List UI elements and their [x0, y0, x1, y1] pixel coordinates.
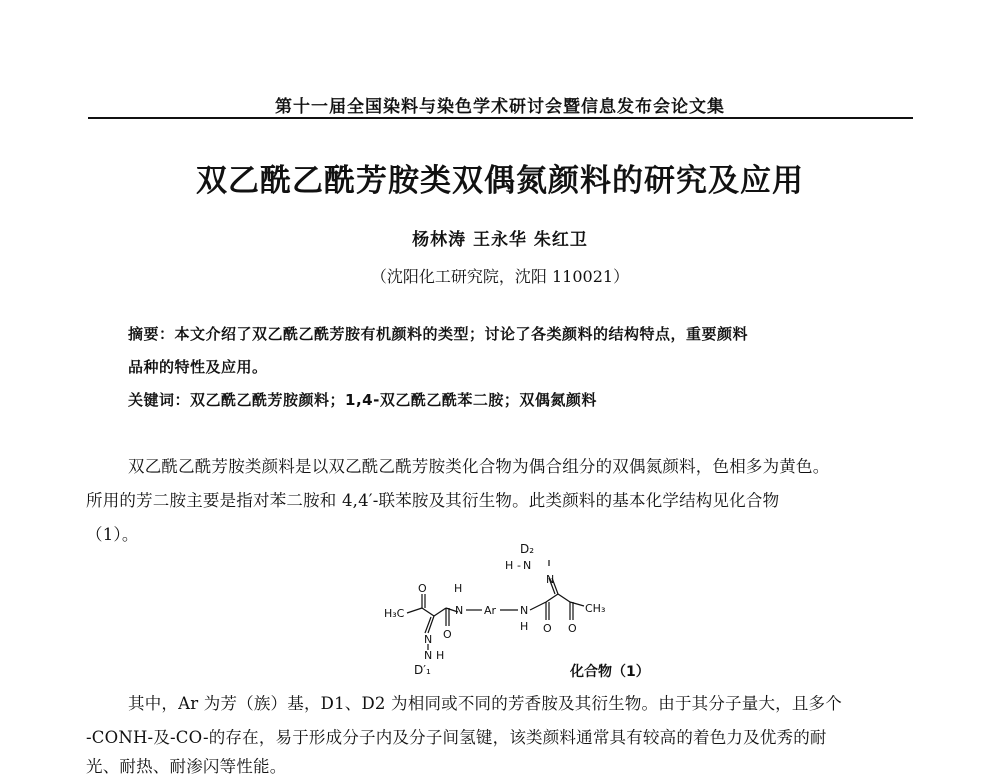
abstract-line-2: 品种的特性及应用。	[128, 358, 268, 376]
keywords-text: 双乙酰乙酰芳胺颜料；1,4-双乙酰乙酰苯二胺；双偶氮颜料	[190, 391, 597, 409]
para2-line1: 其中，Ar 为芳（族）基，D1、D2 为相同或不同的芳香胺及其衍生物。由于其分子量大，且多个	[128, 694, 842, 713]
para2-line2: -CONH-及-CO-的存在，易于形成分子内及分子间氢键，该类颜料通常具有较高的着色力及优秀的耐	[86, 728, 827, 747]
compound-caption: 化合物（1）	[570, 664, 650, 680]
ar-label: Ar	[484, 604, 497, 617]
d1-label: D′₁	[414, 663, 431, 677]
para2-line3: 光、耐热、耐渗闪等性能。	[86, 757, 287, 776]
o-left-1: O	[418, 582, 427, 595]
n-top-2: N	[546, 573, 555, 586]
h-right: H	[520, 620, 529, 633]
para1-line1: 双乙酰乙酰芳胺类颜料是以双乙酰乙酰芳胺类化合物为偶合组分的双偶氮颜料，色相多为黄色。	[128, 457, 830, 476]
header-rule	[88, 117, 913, 119]
abstract-text-1: 本文介绍了双乙酰乙酰芳胺有机颜料的类型；讨论了各类颜料的结构特点，重要颜料	[174, 325, 749, 343]
o-left-2: O	[443, 628, 452, 641]
running-header: 第十一届全国染料与染色学术研讨会暨信息发布会论文集	[275, 97, 725, 117]
ch3-label: CH₃	[585, 602, 606, 615]
h-top: H	[505, 559, 514, 572]
affiliation: （沈阳化工研究院，沈阳 110021）	[370, 267, 630, 286]
chemical-structure-1	[370, 540, 690, 688]
d2-label: D₂	[520, 542, 535, 556]
o-right-1: O	[543, 622, 552, 635]
n-left: N	[455, 604, 464, 617]
n-top-1: N	[523, 559, 532, 572]
abstract-label: 摘要：	[128, 325, 175, 343]
n-right: N	[520, 604, 529, 617]
keywords-label: 关键词：	[128, 391, 191, 409]
para1-line2: 所用的芳二胺主要是指对苯二胺和 4,4′-联苯胺及其衍生物。此类颜料的基本化学结构见化合物	[86, 491, 780, 510]
n-bottom-1: N	[424, 633, 433, 646]
hyphen-top: -	[517, 559, 521, 572]
h-left: H	[454, 582, 463, 595]
author-list: 杨林涛 王永华 朱红卫	[412, 230, 588, 250]
h-bottom: H	[436, 649, 445, 662]
h3c-label: H₃C	[384, 607, 405, 620]
abstract-line-1	[128, 323, 748, 344]
n-bottom-2: N	[424, 649, 433, 662]
paper-title: 双乙酰乙酰芳胺类双偶氮颜料的研究及应用	[196, 163, 804, 199]
structure-atom-labels	[384, 542, 650, 680]
o-right-2: O	[568, 622, 577, 635]
para1-line3: （1）。	[86, 525, 139, 544]
keywords-line	[128, 389, 597, 410]
